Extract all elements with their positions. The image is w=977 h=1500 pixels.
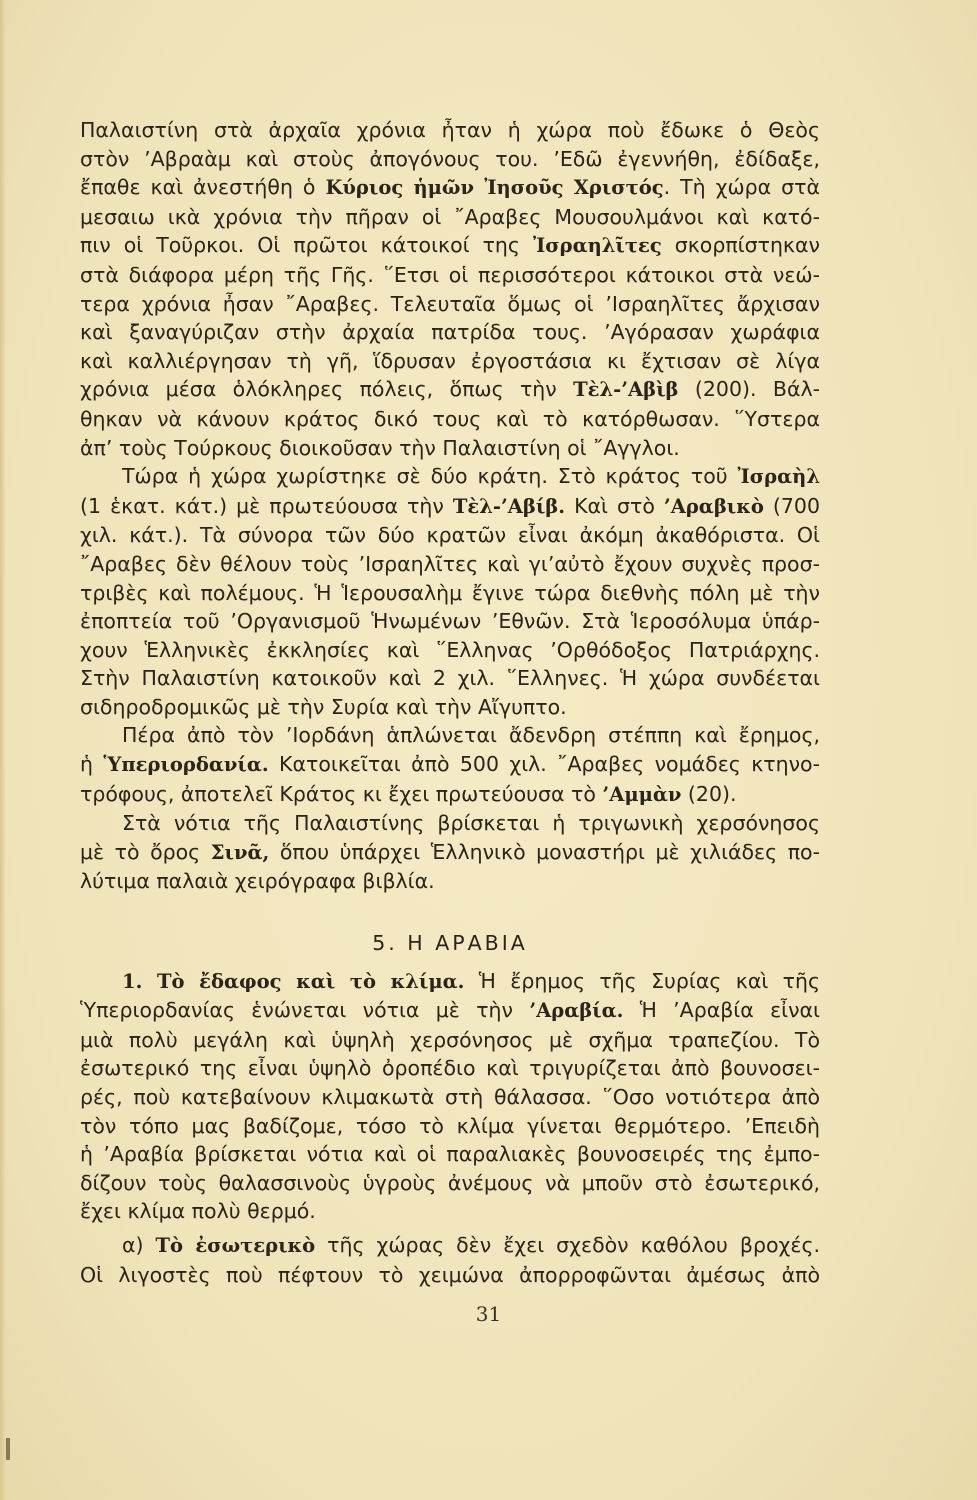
text-line: Παλαιστίνη στὰ ἀρχαῖα χρόνια ἦταν ἡ χώρα ποὺ ἔδωκε ὁ Θεὸς xyxy=(80,118,820,142)
text-line: Τώρα ἡ χώρα χωρίστηκε σὲ δύο κράτη. Στὸ κράτος τοῦ Ἰσραὴλ xyxy=(122,464,820,489)
scan-mark xyxy=(6,1438,10,1460)
text-line: ἔπαθε καὶ ἀνεστήθη ὁ Κύριος ἡμῶν Ἰησοῦς Χριστός. Τὴ χώρα στὰ xyxy=(80,175,820,200)
text-line: δίζουν τοὺς θαλασσινοὺς ὑγροὺς ἀνέμους νὰ μποῦν στὸ ἐσωτερικό, xyxy=(80,1170,820,1195)
text-line: ἡ ’Αραβία βρίσκεται νότια καὶ οἱ παραλιακὲς βουνοσειρές της ἐμπο- xyxy=(80,1142,820,1167)
bold-term: Κύριος ἡμῶν Ἰησοῦς Χριστός xyxy=(325,176,664,200)
bold-term: Τὲλ-’Αβὶβ xyxy=(573,378,679,402)
text-line: χρόνια μέσα ὁλόκληρες πόλεις, ὅπως τὴν Τὲλ-’Αβὶβ (200). Βάλ- xyxy=(80,377,820,402)
text-line: μεσαιω ικὰ χρόνια τὴν πῆραν οἱ ῎Αραβες Μουσουλμάνοι καὶ κατό- xyxy=(80,204,820,229)
text-line: 1. Τὸ ἔδαφος καὶ τὸ κλίμα. Ἡ ἔρημος τῆς Συρίας καὶ τῆς xyxy=(122,968,820,993)
body-text xyxy=(80,116,820,1289)
text-line: λύτιμα παλαιὰ χειρόγραφα βιβλία. xyxy=(80,869,435,894)
text-line: ρές, ποὺ κατεβαίνουν κλιμακωτὰ στὴ θάλασσα. ῞Οσο νοτιότερα ἀπὸ xyxy=(80,1085,820,1109)
text-line: Οἱ λιγοστὲς ποὺ πέφτουν τὸ χειμώνα ἀπορροφῶνται ἀμέσως ἀπὸ xyxy=(80,1262,820,1287)
text-line: τρόφους, ἀποτελεῖ Κράτος κι ἔχει πρωτεύουσα τὸ ’Αμμὰν (20). xyxy=(80,781,737,806)
text-line: στὰ διάφορα μέρη τῆς Γῆς. ῞Ετσι οἱ περισσότεροι κάτοικοι στὰ νεώ- xyxy=(80,262,820,287)
text-line: (1 ἑκατ. κάτ.) μὲ πρωτεύουσα τὴν Τὲλ-’Αβίβ. Καὶ στὸ ’Αραβικὸ (700 xyxy=(80,493,820,518)
text-line: θηκαν νὰ κάνουν κράτος δικό τους καὶ τὸ κατόρθωσαν. ῞Υστερα xyxy=(80,406,820,431)
bold-term: Ἰσραηλῖτες xyxy=(532,234,662,258)
text-line: Ὑπεριορδανίας ἑνώνεται νότια μὲ τὴν ’Αραβία. Ἡ ’Αραβία εἶναι xyxy=(80,998,820,1023)
text-line: τὸν τόπο μας βαδίζομε, τόσο τὸ κλίμα γίνεται θερμότερο. ’Επειδὴ xyxy=(80,1113,820,1138)
text-line: α) Τὸ ἐσωτερικὸ τῆς χώρας δὲν ἔχει σχεδὸν καθόλου βροχές. xyxy=(122,1232,820,1257)
bold-term: ’Αμμὰν xyxy=(602,782,682,806)
text-line: καὶ ξαναγύριζαν στὴν ἀρχαία πατρίδα τους. ’Αγόρασαν χωράφια xyxy=(80,320,820,345)
text-line: Στὴν Παλαιστίνη κατοικοῦν καὶ 2 χιλ. ῞Ελληνες. Ἡ χώρα συνδέεται xyxy=(80,666,820,691)
subsection-title: 1. Τὸ ἔδαφος καὶ τὸ κλίμα. xyxy=(122,969,465,993)
text-line: τριβὲς καὶ πολέμους. Ἡ Ἱερουσαλὴμ ἔγινε τώρα διεθνὴς πόλη μὲ τὴν xyxy=(80,580,820,605)
paragraph-transjordan xyxy=(80,721,820,809)
paragraph-palestine-history xyxy=(80,116,820,462)
paragraph-interior xyxy=(80,1231,820,1289)
text-line: πιν οἱ Τοῦρκοι. Οἱ πρῶτοι κάτοικοί της Ἰσραηλῖτες σκορπίστηκαν xyxy=(80,233,820,258)
bold-term: Τὲλ-’Αβίβ. xyxy=(452,494,566,518)
text-line: ἡ Ὑπεριορδανία. Κατοικεῖται ἀπὸ 500 χιλ. ῎Αραβες νομάδες κτηνο- xyxy=(80,752,820,777)
text-line: Πέρα ἀπὸ τὸν ’Ιορδάνη ἁπλώνεται ἄδενδρη στέππη καὶ ἔρημος, xyxy=(122,723,820,748)
text-line: μιὰ πολὺ μεγάλη καὶ ὑψηλὴ χερσόνησος μὲ σχῆμα τραπεζίου. Τὸ xyxy=(80,1027,820,1052)
paragraph-sinai xyxy=(80,809,820,896)
text-line: μὲ τὸ ὄρος Σινᾶ, ὅπου ὑπάρχει Ἑλληνικὸ μοναστήρι μὲ χιλιάδες πο- xyxy=(80,839,820,864)
bold-term: Ὑπεριορδανία. xyxy=(103,753,269,777)
page-number: 31 xyxy=(475,1302,502,1326)
text-line: ἐποπτεία τοῦ ’Οργανισμοῦ Ἡνωμένων ’Εθνῶν. Στὰ Ἱεροσόλυμα ὑπάρ- xyxy=(80,609,820,634)
bold-term: Τὸ ἐσωτερικὸ xyxy=(155,1233,316,1257)
paragraph-two-states xyxy=(80,462,820,721)
text-line: χιλ. κάτ.). Τὰ σύνορα τῶν δύο κρατῶν εἶναι ἀκόμη ἀκαθόριστα. Οἱ xyxy=(80,523,820,548)
text-line: ἀπ’ τοὺς Τούρκους διοικοῦσαν τὴν Παλαιστίνη οἱ ῎Αγγλοι. xyxy=(80,435,680,460)
text-line: χουν Ἑλληνικὲς ἐκκλησίες καὶ ῞Ελληνας ’Ορθόδοξος Πατριάρχης. xyxy=(80,637,820,662)
text-line: ἐσωτερικό της εἶναι ὑψηλὸ ὀροπέδιο καὶ τριγυρίζεται ἀπὸ βουνοσει- xyxy=(80,1056,820,1081)
text-line: τερα χρόνια ἦσαν ῎Αραβες. Τελευταῖα ὅμως οἱ ’Ισραηλῖτες ἄρχισαν xyxy=(80,291,820,316)
bold-term: Σινᾶ, xyxy=(210,840,270,864)
paragraph-terrain-climate xyxy=(80,967,820,1226)
text-line: Στὰ νότια τῆς Παλαιστίνης βρίσκεται ἡ τριγωνικὴ χερσόνησος xyxy=(122,811,820,836)
text-line: ἔχει κλίμα πολὺ θερμό. xyxy=(80,1199,316,1224)
text-line: ῎Αραβες δὲν θέλουν τοὺς ’Ισραηλῖτες καὶ γι’αὐτὸ ἔχουν συχνὲς προσ- xyxy=(80,551,820,576)
page-edge-shadow xyxy=(0,0,6,1500)
text-line: καὶ καλλιέργησαν τὴ γῆ, ἵδρυσαν ἐργοστάσια κι ἔχτισαν σὲ λίγα xyxy=(80,348,820,373)
text-line: στὸν ’Αβραὰμ καὶ στοὺς ἀπογόνους του. ’Εδῶ ἐγεννήθη, ἐδίδαξε, xyxy=(80,146,820,171)
bold-term: Ἰσραὴλ xyxy=(737,465,820,489)
section-heading: 5. Η ΑΡΑΒΙΑ xyxy=(372,931,528,956)
text-line: σιδηροδρομικῶς μὲ τὴν Συρία καὶ τὴν Αἴγυπτο. xyxy=(80,694,567,719)
bold-term: ’Αραβία. xyxy=(529,999,624,1023)
bold-term: ’Αραβικὸ xyxy=(663,494,764,518)
